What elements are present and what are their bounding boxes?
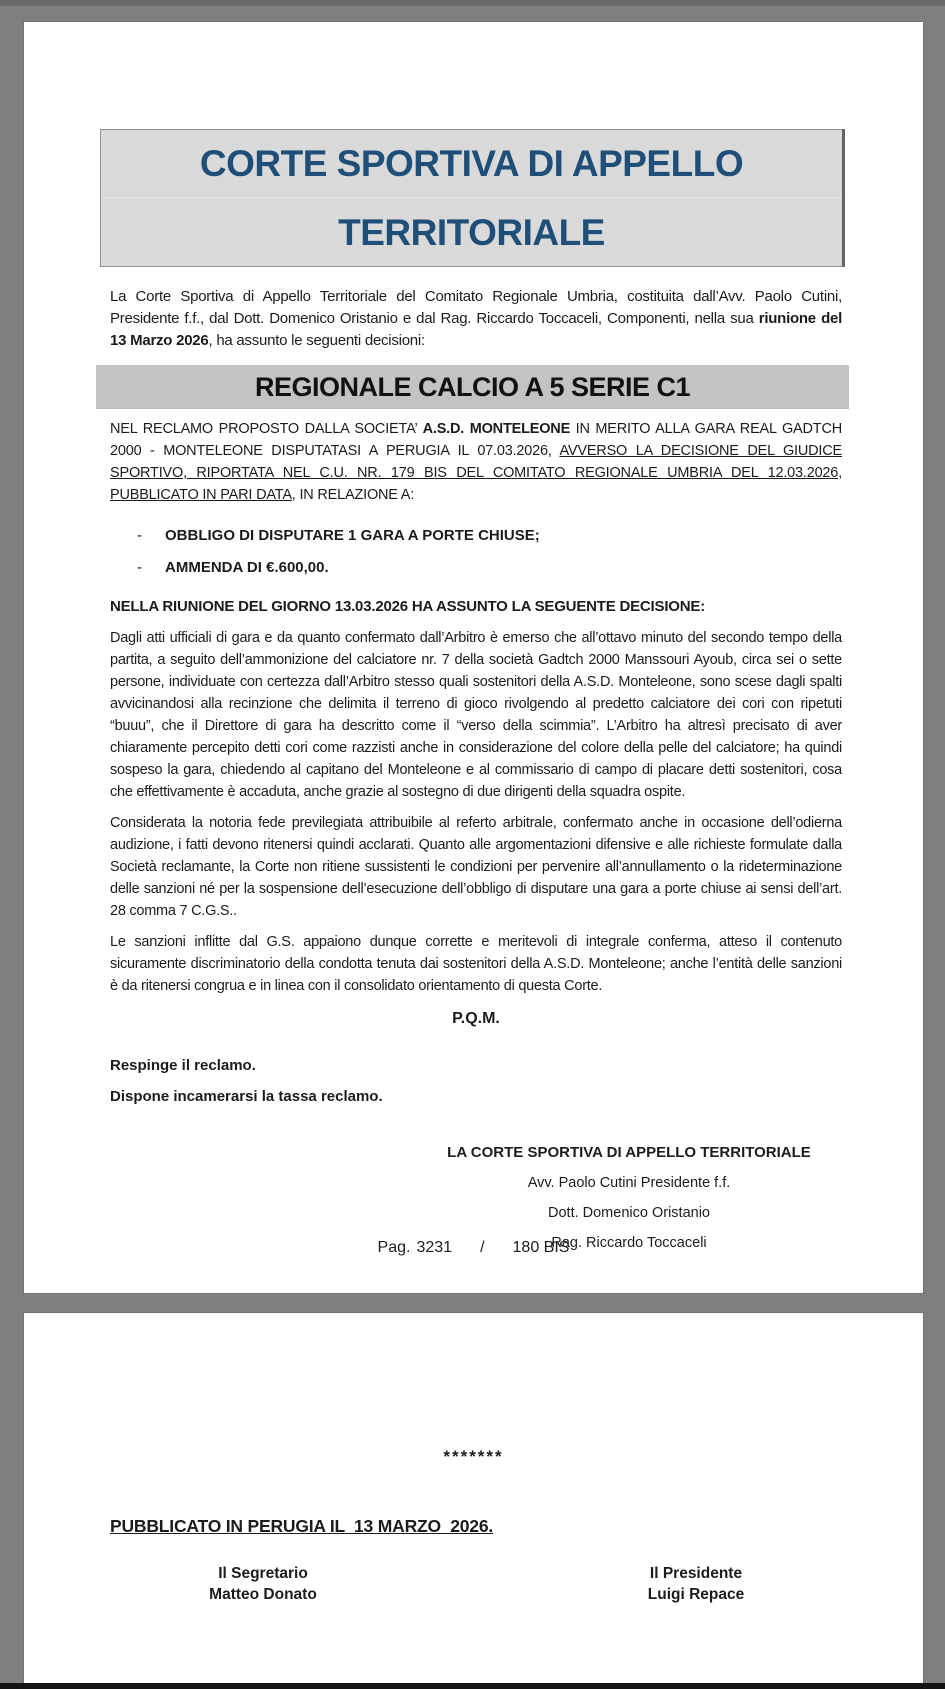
footer-reference: 180 BIS: [512, 1239, 570, 1256]
asterisk-divider: *******: [443, 1447, 504, 1466]
secretary-role: Il Segretario: [218, 1565, 308, 1582]
president-signature: [581, 1563, 811, 1605]
pqm-heading: P.Q.M.: [452, 1010, 500, 1027]
document-title-box: [100, 129, 845, 267]
reclamo-paragraph: NEL RECLAMO PROPOSTO DALLA SOCIETA’ A.S.D. MONTELEONE IN MERITO ALLA GARA REAL GADTCH 2000 - MONTELEONE DISPUTATASI A PERUGIA IL 07.03.2026, AVVERSO LA DECISIONE DEL GIUDICE SPORTIVO, RIPORTATA NEL C.U. NR. 179 BIS DEL COMITATO REGIONALE UMBRIA DEL 12.03.2026, PUBBLICATO IN PARI DATA, IN RELAZIONE A:: [110, 421, 843, 503]
sanction-item-2-text: AMMENDA DI €.600,00.: [165, 559, 329, 576]
page-2: [24, 1313, 923, 1683]
ruling-line-2: Dispone incamerarsi la tassa reclamo.: [110, 1088, 383, 1105]
sanctions-list: [137, 525, 923, 579]
president-role: Il Presidente: [649, 1565, 743, 1582]
sanction-item-1-text: OBBLIGO DI DISPUTARE 1 GARA A PORTE CHIUSE;: [165, 527, 540, 544]
viewer-top-strip: [0, 0, 945, 6]
page-1: [24, 22, 923, 1293]
decision-paragraph-1: Dagli atti ufficiali di gara e da quanto confermato dall’Arbitro è emerso che all’ottavo minuto del secondo tempo della partita, a seguito dell’ammonizione del calciatore nr. 7 della società Gadtch 2000 Manssouri Ayoub, circa sei o sette persone, individuate con certezza dall’Arbitro stesso quali sostenitori della A.S.D. Monteleone, sono scese dagli spalti avvicinandosi alla recinzione che delimita il terreno di gioco rivolgendo al predetto calciatore dei cori con ripetuti “buuu”, che il Direttore di gara ha descritto come il “verso della scimmia”. L’Arbitro ha altresì precisato di aver chiaramente percepito detti cori come razzisti anche in considerazione del colore della pelle del calciatore; ha quindi sospeso la gara, chiedendo al capitano del Monteleone e al commissario di campo di placare detti sostenitori, cosa che effettivamente è accaduta, anche grazie al sostegno di due dirigenti della squadra ospite.: [110, 630, 842, 800]
secretary-name: Matteo Donato: [209, 1586, 317, 1603]
court-member-3: Rag. Riccardo Toccaceli: [551, 1235, 707, 1251]
footer-page-number: 3231: [416, 1239, 453, 1256]
document-title-line-1: CORTE SPORTIVA DI APPELLO: [199, 143, 744, 184]
section-banner: REGIONALE CALCIO A 5 SERIE C1: [96, 365, 849, 409]
intro-paragraph: La Corte Sportiva di Appello Territoriale del Comitato Regionale Umbria, costituita dall’Avv. Paolo Cutini, Presidente f.f., dal Dott. Domenico Oristanio e dal Rag. Riccardo Toccaceli, Componenti, nella sua riunione del 13 Marzo 2026, ha assunto le seguenti decisioni:: [110, 288, 842, 349]
footer-page-label: Pag.: [377, 1239, 411, 1256]
decision-paragraph-3: Le sanzioni inflitte dal G.S. appaiono dunque corrette e meritevoli di integrale conferma, atteso il contenuto sicuramente discriminatorio della condotta tenuta dai sostenitori della A.S.D. Monteleone; anche l’entità delle sanzioni è da ritenersi congrua e in linea con il consolidato orientamento di questa Corte.: [110, 934, 842, 994]
president-name: Luigi Repace: [647, 1586, 745, 1603]
court-member-2: Dott. Domenico Oristanio: [548, 1205, 710, 1221]
page-footer: [24, 1239, 923, 1257]
secretary-signature: [158, 1563, 368, 1605]
sanction-item-1: [137, 525, 923, 547]
court-member-1: Avv. Paolo Cutini Presidente f.f.: [527, 1175, 731, 1191]
viewer-bottom-strip: [0, 1683, 945, 1689]
bullet-dash: -: [137, 559, 142, 576]
court-name: LA CORTE SPORTIVA DI APPELLO TERRITORIALE: [447, 1144, 811, 1161]
decision-heading: NELLA RIUNIONE DEL GIORNO 13.03.2026 HA ASSUNTO LA SEGUENTE DECISIONE:: [110, 598, 706, 615]
bullet-dash: -: [137, 527, 142, 544]
ruling-line-1: Respinge il reclamo.: [110, 1057, 256, 1074]
footer-separator: /: [480, 1239, 485, 1256]
sanction-item-2: [137, 557, 923, 579]
ruling-block: [110, 1050, 923, 1112]
document-title-line-2: TERRITORIALE: [101, 197, 842, 266]
publication-line: PUBBLICATO IN PERUGIA IL 13 MARZO 2026.: [110, 1516, 494, 1536]
decision-paragraph-2: Considerata la notoria fede previlegiata attribuibile al referto arbitrale, confermato anche in occasione dell’odierna audizione, i fatti devono ritenersi quindi acclarati. Quanto alle argomentazioni difensive e alle richieste formulate dalla Società reclamante, la Corte non ritiene sussistenti le condizioni per pervenire all’annullamento o la rideterminazione delle sanzioni né per la sospensione dell’esecuzione dell’obbligo di disputare una gara a porte chiuse ai sensi dell’art. 28 comma 7 C.G.S..: [110, 815, 842, 919]
